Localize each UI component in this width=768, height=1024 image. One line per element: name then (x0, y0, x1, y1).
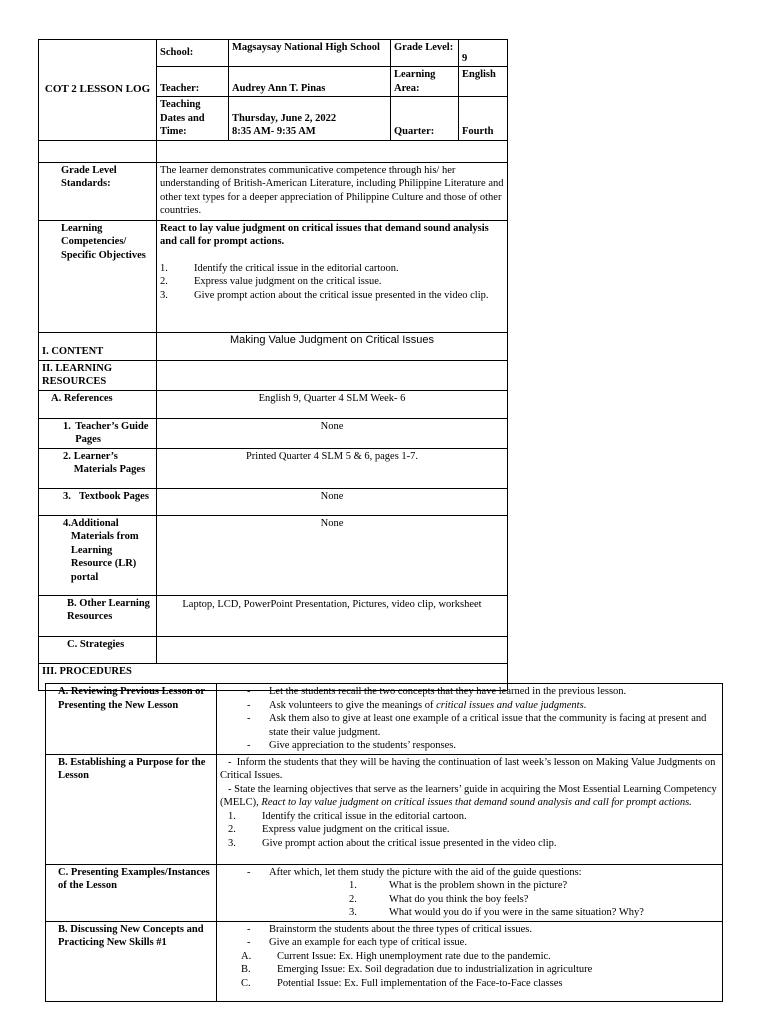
other-resources-label: B. Other Learning Resources (39, 595, 157, 636)
objective-item: 1. Identify the critical issue in the editorial cartoon. (160, 262, 399, 274)
procedure-a-item: - Ask them also to give at least one example of a critical issue that the community is facing at present and state their value judgment. (219, 712, 720, 739)
dates-time: 8:35 AM- 9:35 AM (232, 126, 316, 137)
procedure-b-content (217, 754, 723, 864)
procedure-c-list (219, 866, 720, 880)
standards-text: The learner demonstrates communicative competence through his/ her understanding of British-American Literature, including Philippine Literature and other text types for a deeper appreciation of Philippine Culture and those of other countries. (157, 162, 508, 220)
learners-materials-label: 2. Learner’s Materials Pages (39, 448, 157, 488)
procedure-b-p2: - State the learning objectives that serve as the learners’ guide in acquiring the Most Essential Learning Competency (MELC), React to lay value judgment on critical issues that demand sound analysis and call for prompt actions. (220, 783, 717, 808)
quarter-label: Quarter: (391, 97, 459, 141)
strategies-label: C. Strategies (39, 636, 157, 663)
dates-day: Thursday, June 2, 2022 (232, 112, 337, 124)
area-value: English (459, 67, 508, 97)
procedures-label: III. PROCEDURES (39, 663, 508, 690)
procedure-b-label: B. Establishing a Purpose for the Lesson (46, 754, 217, 864)
school-value: Magsaysay National High School (229, 40, 391, 67)
learners-materials-value: Printed Quarter 4 SLM 5 & 6, pages 1-7. (157, 448, 508, 488)
objective-item: 1. Identify the critical issue in the editorial cartoon. (228, 810, 467, 822)
question-item: 2. What do you think the boy feels? (349, 893, 529, 905)
other-resources-value: Laptop, LCD, PowerPoint Presentation, Pictures, video clip, worksheet (157, 595, 508, 636)
procedures-table (45, 683, 723, 1002)
procedure-a-list (219, 685, 720, 753)
references-label: A. References (39, 390, 157, 418)
procedure-d-item: - Brainstorm the students about the three types of critical issues. (219, 923, 720, 937)
objective-item: 2. Express value judgment on the critical issue. (160, 276, 382, 287)
question-item: 1. What is the problem shown in the picture? (349, 880, 568, 891)
references-value: English 9, Quarter 4 SLM Week- 6 (157, 390, 508, 418)
issue-type-item: C. Potential Issue: Ex. Full implementation of the Face-to-Face classes (241, 977, 563, 989)
competencies-label: Learning Competencies/ Specific Objectives (39, 220, 157, 332)
procedure-c-label: C. Presenting Examples/Instances of the Lesson (46, 864, 217, 921)
school-label: School: (157, 40, 229, 67)
area-label: Learning Area: (391, 67, 459, 97)
dates-value (229, 97, 391, 141)
objective-item: 2. Express value judgment on the critical issue. (228, 824, 450, 835)
dates-label: Teaching Dates and Time: (157, 97, 229, 141)
procedure-a-item: - Give appreciation to the students’ responses. (219, 739, 720, 753)
issue-type-item: A. Current Issue: Ex. High unemployment rate due to the pandemic. (241, 950, 551, 962)
competencies-cell (157, 220, 508, 332)
textbook-label: 3. Textbook Pages (39, 488, 157, 515)
blank-cell (157, 140, 508, 162)
procedure-d-item: - Give an example for each type of critical issue. (219, 936, 720, 950)
procedure-a-label: A. Reviewing Previous Lesson or Presenting the New Lesson (46, 684, 217, 755)
standards-label: Grade Level Standards: (39, 162, 157, 220)
procedure-a-item: - Let the students recall the two concepts that they have learned in the previous lesson. (219, 685, 720, 699)
issue-types-list (219, 950, 720, 991)
procedure-d-list (219, 923, 720, 950)
procedure-c-content (217, 864, 723, 921)
lesson-log-table (38, 39, 508, 691)
grade-value: 9 (459, 40, 508, 67)
procedure-a-item: - Ask volunteers to give the meanings of critical issues and value judgments. (219, 699, 720, 713)
procedure-b-p1: - Inform the students that they will be having the continuation of last week’s lesson on Making Value Judgments on Critical Issues. (220, 756, 716, 781)
teachers-guide-label: 1. Teacher’s Guide Pages (39, 418, 157, 448)
resources-label: II. LEARNING RESOURCES (39, 360, 157, 390)
additional-materials-value: None (157, 515, 508, 595)
teachers-guide-value: None (157, 418, 508, 448)
issue-type-item: B. Emerging Issue: Ex. Soil degradation due to industrialization in agriculture (241, 964, 593, 975)
procedure-a-content (217, 684, 723, 755)
question-item: 3. What would you do if you were in the same situation? Why? (349, 907, 644, 918)
textbook-value: None (157, 488, 508, 515)
procedure-b-objectives (228, 810, 719, 851)
blank-cell (39, 140, 157, 162)
teacher-label: Teacher: (157, 67, 229, 97)
teacher-value: Audrey Ann T. Pinas (229, 67, 391, 97)
log-title (39, 40, 157, 141)
blank-cell (157, 360, 508, 390)
quarter-value: Fourth (459, 97, 508, 141)
additional-materials-label: 4. Additional Materials from Learning Resource (LR) portal (39, 515, 157, 595)
procedure-c-intro: - After which, let them study the picture with the aid of the guide questions: (219, 866, 720, 880)
strategies-value (157, 636, 508, 663)
competency-main: React to lay value judgment on critical issues that demand sound analysis and call for prompt actions. (160, 222, 489, 247)
grade-label: Grade Level: (391, 40, 459, 67)
log-title-text: COT 2 LESSON LOG (44, 83, 151, 95)
content-label: I. CONTENT (39, 332, 157, 360)
procedure-c-questions (219, 879, 720, 920)
content-value: Making Value Judgment on Critical Issues (157, 332, 508, 360)
procedure-d-content (217, 921, 723, 1001)
objective-item: 3. Give prompt action about the critical issue presented in the video clip. (160, 289, 489, 301)
procedure-d-label: B. Discussing New Concepts and Practicing New Skills #1 (46, 921, 217, 1001)
objective-item: 3. Give prompt action about the critical issue presented in the video clip. (228, 837, 557, 849)
objectives-list (160, 262, 504, 303)
